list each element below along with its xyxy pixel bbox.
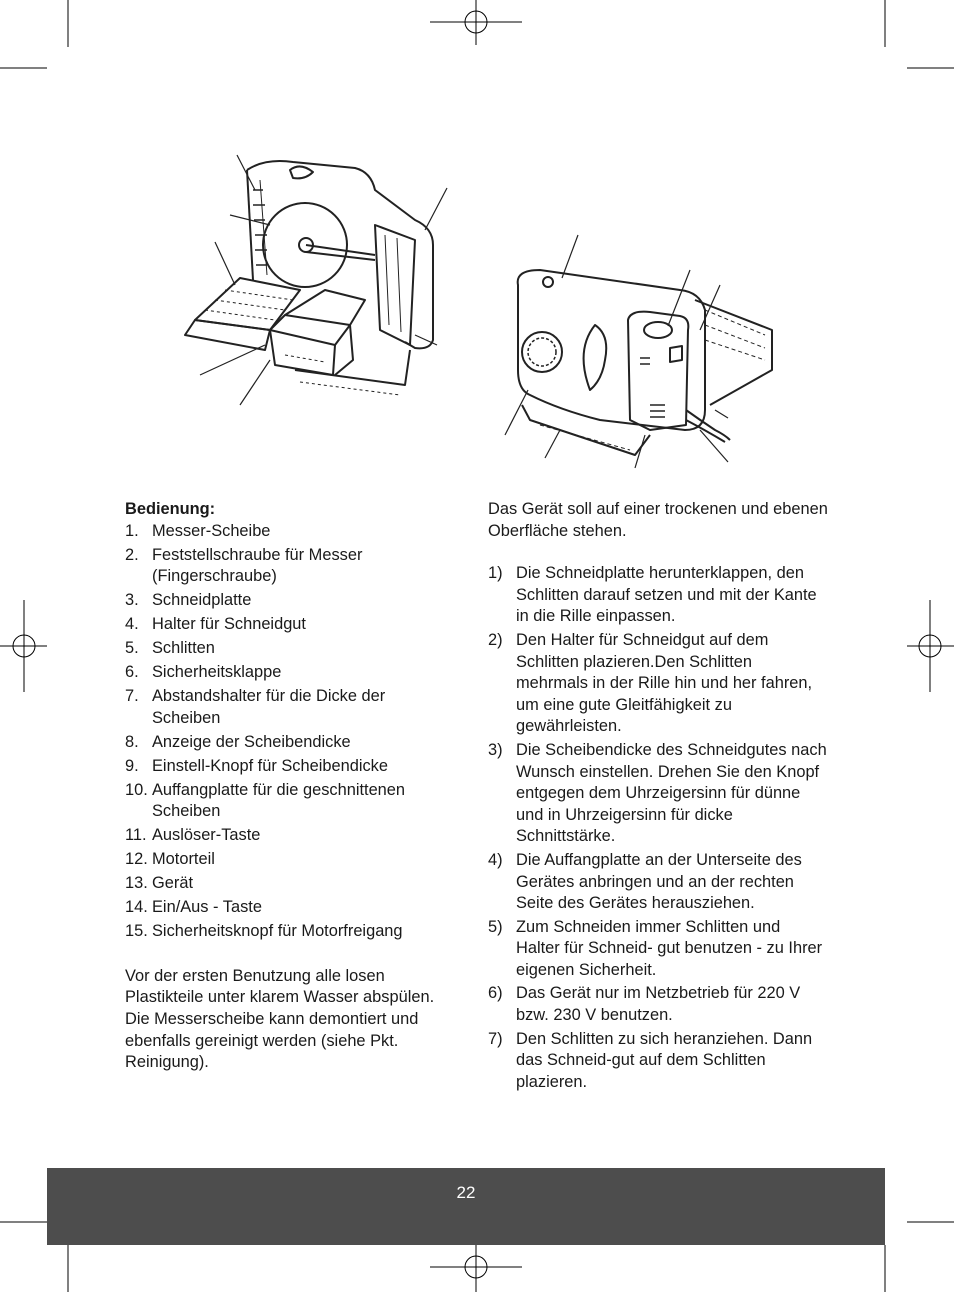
section-heading: Bedienung: <box>125 500 216 518</box>
list-item: 5. Schlitten <box>125 639 215 658</box>
operation-parts-column <box>125 499 455 1074</box>
step-item: 7) Den Schlitten zu sich heranziehen. Dann das Schneid-gut auf dem Schlitten plazieren. <box>488 1029 813 1091</box>
steps-list <box>488 563 828 1093</box>
parts-list <box>125 521 455 943</box>
step-item: 5) Zum Schneiden immer Schlitten und Halter für Schneid- gut benutzen - zu Ihrer eigenen Sicherheit. <box>488 917 823 979</box>
list-item: 3. Schneidplatte <box>125 591 252 610</box>
list-item: 12. Motorteil <box>125 850 215 869</box>
intro-paragraph: Das Gerät soll auf einer trockenen und ebenen Oberfläche stehen. <box>488 500 828 540</box>
step-item: 3) Die Scheibendicke des Schneidgutes nach Wunsch einstellen. Drehen Sie den Knopf entgegen dem Uhrzeigersinn für dünne und in Uhrzeigersinn für dicke Schnittstärke. <box>488 740 827 846</box>
step-item: 1) Die Schneidplatte herunterklappen, den Schlitten darauf setzen und mit der Kante in die Rille einpassen. <box>488 564 817 626</box>
list-item: 7. Abstandshalter für die Dicke der Scheiben <box>125 687 386 727</box>
list-item: 13. Gerät <box>125 874 193 893</box>
step-item: 4) Die Auffangplatte an der Unterseite des Gerätes anbringen und an der rechten Seite des Gerätes herausziehen. <box>488 850 802 913</box>
list-item: 10. Auffangplatte für die geschnittenen Scheiben <box>125 780 406 821</box>
list-item: 9. Einstell-Knopf für Scheibendicke <box>125 756 388 775</box>
step-item: 2) Den Halter für Schneidgut auf dem Schlitten plazieren.Den Schlitten mehrmals in der Rille hin und her fahren, um eine gute Gleitfähigkeit zu gewährleisten. <box>488 630 813 736</box>
page-number: 22 <box>456 1183 476 1202</box>
list-item: 8. Anzeige der Scheibendicke <box>125 732 351 751</box>
list-item: 14. Ein/Aus - Taste <box>125 898 262 917</box>
list-item: 4. Halter für Schneidgut <box>125 615 306 634</box>
list-item: 11. Auslöser-Taste <box>125 826 261 845</box>
step-item: 6) Das Gerät nur im Netzbetrieb für 220 V bzw. 230 V benutzen. <box>488 984 801 1025</box>
footer-bar <box>47 1168 885 1245</box>
slicer-diagram-front <box>175 150 460 415</box>
list-item: 6. Sicherheitsklappe <box>125 663 282 682</box>
list-item: 1. Messer-Scheibe <box>125 521 271 540</box>
list-item: 2. Feststellschraube für Messer (Fingerschraube) <box>125 545 363 586</box>
list-item: 15. Sicherheitsknopf für Motorfreigang <box>125 922 403 941</box>
slicer-diagram-side <box>500 230 780 470</box>
cleaning-note: Vor der ersten Benutzung alle losen Plastikteile unter klarem Wasser abspülen. Die Messerscheibe kann demontiert und ebenfalls gereinigt werden (siehe Pkt. Reinigung). <box>125 966 435 1072</box>
instructions-column <box>488 499 828 1095</box>
